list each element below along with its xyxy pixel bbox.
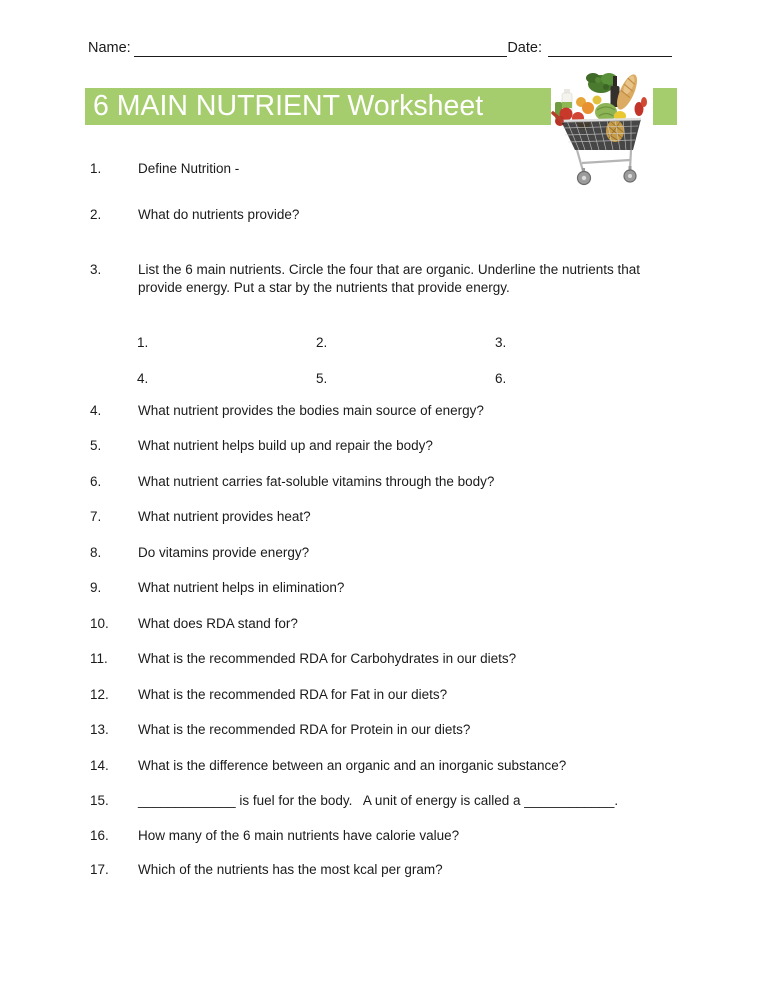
question-number: 9. (90, 580, 102, 595)
question-number: 12. (90, 687, 109, 702)
nutrient-slot-5: 5. (316, 371, 328, 386)
question-number: 6. (90, 474, 102, 489)
question-16 (90, 827, 678, 845)
question-12 (90, 686, 678, 704)
question-17 (90, 861, 678, 879)
question-text: _____________ is fuel for the body. A unit of energy is called a ____________. (138, 793, 619, 808)
nutrient-slot-6: 6. (495, 371, 507, 386)
name-blank-line (134, 52, 508, 57)
nutrient-slot-1: 1. (137, 335, 149, 350)
question-15 (90, 792, 678, 810)
question-number: 16. (90, 828, 109, 843)
question-9 (90, 579, 678, 597)
question-text: What nutrient carries fat-soluble vitamins through the body? (138, 474, 495, 489)
question-text: What is the recommended RDA for Carbohydrates in our diets? (138, 651, 517, 666)
question-text: What nutrient provides heat? (138, 509, 311, 524)
question-3 (90, 261, 678, 296)
question-number: 1. (90, 161, 102, 176)
question-number: 13. (90, 722, 109, 737)
question-number: 7. (90, 509, 102, 524)
nutrient-list-row-1 (137, 334, 617, 351)
question-11 (90, 650, 678, 668)
name-date-row (88, 40, 672, 57)
question-2 (90, 206, 678, 224)
question-6 (90, 473, 678, 491)
date-blank-line (548, 52, 672, 57)
nutrient-slot-2: 2. (316, 335, 328, 350)
question-4 (90, 402, 678, 420)
nutrient-slot-4: 4. (137, 371, 149, 386)
nutrient-list-row-2 (137, 370, 617, 387)
question-text: What is the recommended RDA for Fat in our diets? (138, 687, 448, 702)
question-number: 17. (90, 862, 109, 877)
question-text: List the 6 main nutrients. Circle the four that are organic. Underline the nutrients that provide energy. Put a star by the nutrients that provide energy. (138, 262, 644, 295)
question-text: What is the recommended RDA for Protein in our diets? (138, 722, 471, 737)
question-text: What does RDA stand for? (138, 616, 298, 631)
question-7 (90, 508, 678, 526)
question-text: Do vitamins provide energy? (138, 545, 310, 560)
date-label: Date: (507, 40, 542, 56)
question-number: 2. (90, 207, 102, 222)
question-10 (90, 615, 678, 633)
question-text: What nutrient helps in elimination? (138, 580, 345, 595)
question-8 (90, 544, 678, 562)
question-text: Define Nutrition - (138, 161, 240, 176)
question-number: 11. (90, 651, 108, 666)
nutrient-slot-3: 3. (495, 335, 507, 350)
question-1 (90, 160, 678, 178)
question-number: 4. (90, 403, 102, 418)
question-number: 10. (90, 616, 109, 631)
question-text: Which of the nutrients has the most kcal per gram? (138, 862, 443, 877)
question-5 (90, 437, 678, 455)
question-number: 8. (90, 545, 102, 560)
question-number: 3. (90, 262, 102, 277)
question-text: What is the difference between an organic and an inorganic substance? (138, 758, 567, 773)
name-label: Name: (88, 40, 131, 56)
question-number: 15. (90, 793, 109, 808)
question-text: How many of the 6 main nutrients have calorie value? (138, 828, 460, 843)
question-text: What nutrient helps build up and repair the body? (138, 438, 433, 453)
question-number: 14. (90, 758, 109, 773)
question-number: 5. (90, 438, 102, 453)
question-text: What do nutrients provide? (138, 207, 300, 222)
question-13 (90, 721, 678, 739)
question-14 (90, 757, 678, 775)
page-title: 6 MAIN NUTRIENT Worksheet (93, 90, 484, 122)
question-text: What nutrient provides the bodies main source of energy? (138, 403, 484, 418)
